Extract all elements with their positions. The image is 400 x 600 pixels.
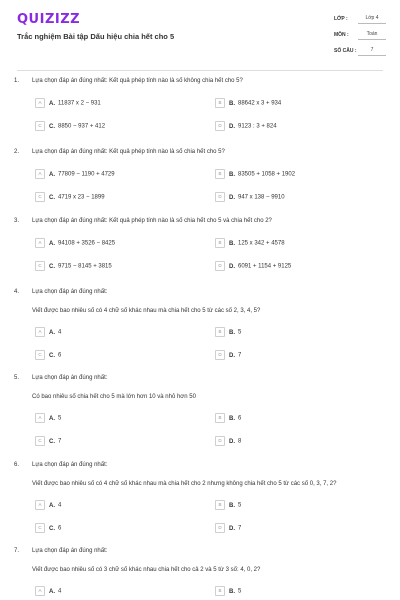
option-text: 7 [58,438,62,445]
question-count-value: 7 [358,47,386,56]
question-instruction: Lựa chọn đáp án đúng nhất: Kết quả phép tính nào là số chia hết cho 5? [32,149,225,155]
question-number: 7. [14,548,20,554]
question-number: 5. [14,375,20,381]
grade-label: LỚP : [334,16,348,22]
option-checkbox[interactable]: C [35,350,45,360]
option-text: 4719 x 23 − 1899 [58,194,105,201]
question-count-label: SỐ CÂU : [334,48,357,54]
question-instruction: Lựa chọn đáp án đúng nhất: Kết quả phép tính nào là số chia hết cho 5 và chia hết cho 2? [32,218,272,224]
question-instruction: Lựa chọn đáp án đúng nhất: [32,375,108,381]
option-text: 11837 x 2 − 931 [58,100,101,107]
option-letter: B. [229,100,235,107]
option-letter: B. [229,502,235,509]
option-letter: A. [49,502,55,509]
option-checkbox[interactable]: A [35,238,45,248]
option-letter: B. [229,171,235,178]
answer-option[interactable] [35,523,61,533]
question-prompt: Viết được bao nhiêu số có 3 chữ số khác nhau chia hết cho cả 2 và 5 từ 3 số: 4, 0, 2? [32,567,261,573]
question-prompt: Viết được bao nhiêu số có 4 chữ số khác nhau mà chia hết cho 2 nhưng không chia hết cho 5 từ các số 0, 3, 7, 2? [32,481,337,487]
option-text: 6 [58,352,62,359]
option-text: 5 [238,329,242,336]
question-instruction: Lựa chọn đáp án đúng nhất: [32,289,108,295]
option-letter: D. [229,352,235,359]
answer-option[interactable] [215,98,281,108]
grade-value: Lớp 4 [358,15,386,24]
question-instruction: Lựa chọn đáp án đúng nhất: Kết quả phép tính nào là số không chia hết cho 5? [32,78,243,84]
question-instruction: Lựa chọn đáp án đúng nhất: [32,462,108,468]
answer-option[interactable] [215,500,241,510]
answer-option[interactable] [35,121,105,131]
answer-option[interactable] [35,586,61,596]
option-text: 77809 − 1190 + 4729 [58,171,115,178]
option-text: 947 x 138 − 9910 [238,194,285,201]
answer-option[interactable] [35,500,61,510]
answer-option[interactable] [215,261,291,271]
answer-option[interactable] [35,436,61,446]
option-letter: A. [49,415,55,422]
option-letter: D. [229,525,235,532]
answer-option[interactable] [35,350,61,360]
answer-option[interactable] [215,586,241,596]
answer-option[interactable] [35,98,101,108]
option-letter: C. [49,352,55,359]
option-letter: C. [49,123,55,130]
option-text: 4 [58,588,62,595]
answer-option[interactable] [215,169,295,179]
answer-option[interactable] [215,192,285,202]
subject-label: MÔN : [334,32,349,38]
subject-value: Toán [358,31,386,40]
option-text: 8850 − 937 + 412 [58,123,106,130]
option-letter: C. [49,194,55,201]
option-text: 94108 + 3526 − 8425 [58,240,116,247]
option-text: 88642 x 3 + 934 [238,100,282,107]
option-checkbox[interactable]: D [215,436,225,446]
answer-option[interactable] [35,192,105,202]
option-checkbox[interactable]: C [35,261,45,271]
option-text: 5 [238,502,242,509]
option-letter: A. [49,171,55,178]
option-letter: B. [229,329,235,336]
option-letter: B. [229,415,235,422]
option-letter: D. [229,263,235,270]
option-checkbox[interactable]: C [35,121,45,131]
option-checkbox[interactable]: A [35,169,45,179]
option-checkbox[interactable]: D [215,350,225,360]
option-text: 9715 − 8145 + 3815 [58,263,112,270]
option-checkbox[interactable]: A [35,413,45,423]
answer-option[interactable] [215,523,241,533]
option-text: 83505 + 1058 + 1902 [238,171,296,178]
answer-option[interactable] [215,436,241,446]
option-letter: A. [49,588,55,595]
answer-option[interactable] [35,327,61,337]
option-checkbox[interactable]: B [215,500,225,510]
answer-option[interactable] [215,413,241,423]
option-checkbox[interactable]: B [215,586,225,596]
option-checkbox[interactable]: D [215,523,225,533]
option-letter: B. [229,240,235,247]
worksheet-title: Trắc nghiệm Bài tập Dấu hiệu chia hết cho 5 [17,32,175,41]
option-checkbox[interactable]: A [35,98,45,108]
answer-option[interactable] [35,261,112,271]
question-prompt: Viết được bao nhiêu số có 4 chữ số khác nhau mà chia hết cho 5 từ các số 2, 3, 4, 5? [32,308,261,314]
header-divider [17,70,383,71]
option-text: 4 [58,502,62,509]
option-checkbox[interactable]: B [215,238,225,248]
option-checkbox[interactable]: C [35,523,45,533]
option-letter: A. [49,329,55,336]
option-text: 5 [58,415,62,422]
option-checkbox[interactable]: C [35,436,45,446]
option-checkbox[interactable]: C [35,192,45,202]
question-number: 4. [14,289,20,295]
option-checkbox[interactable]: D [215,121,225,131]
answer-option[interactable] [215,327,241,337]
option-checkbox[interactable]: D [215,261,225,271]
answer-option[interactable] [35,238,115,248]
question-number: 3. [14,218,20,224]
option-checkbox[interactable]: A [35,500,45,510]
option-text: 9123 : 3 + 824 [238,123,277,130]
question-prompt: Có bao nhiêu số chia hết cho 5 mà lớn hơn 10 và nhỏ hơn 50 [32,394,196,400]
option-text: 6091 + 1154 + 9125 [238,263,292,270]
quizizz-logo: QUIZIZZ [17,12,81,27]
option-text: 4 [58,329,62,336]
option-checkbox[interactable]: B [215,98,225,108]
option-checkbox[interactable]: A [35,586,45,596]
option-text: 6 [58,525,62,532]
option-text: 6 [238,415,242,422]
answer-option[interactable] [215,121,277,131]
answer-option[interactable] [35,413,61,423]
option-checkbox[interactable]: B [215,413,225,423]
question-number: 6. [14,462,20,468]
question-number: 1. [14,78,20,84]
option-checkbox[interactable]: D [215,192,225,202]
option-letter: D. [229,123,235,130]
option-letter: C. [49,263,55,270]
worksheet-header [0,0,400,72]
answer-option[interactable] [215,350,241,360]
option-letter: C. [49,438,55,445]
answer-option[interactable] [35,169,115,179]
question-number: 2. [14,149,20,155]
option-text: 5 [238,588,242,595]
option-text: 8 [238,438,242,445]
question-instruction: Lựa chọn đáp án đúng nhất: [32,548,108,554]
option-text: 7 [238,352,242,359]
option-checkbox[interactable]: B [215,169,225,179]
option-checkbox[interactable]: A [35,327,45,337]
option-letter: D. [229,438,235,445]
option-letter: B. [229,588,235,595]
option-checkbox[interactable]: B [215,327,225,337]
option-letter: C. [49,525,55,532]
option-letter: A. [49,100,55,107]
answer-option[interactable] [215,238,285,248]
option-text: 7 [238,525,242,532]
option-letter: A. [49,240,55,247]
option-letter: D. [229,194,235,201]
option-text: 125 x 342 + 4578 [238,240,285,247]
